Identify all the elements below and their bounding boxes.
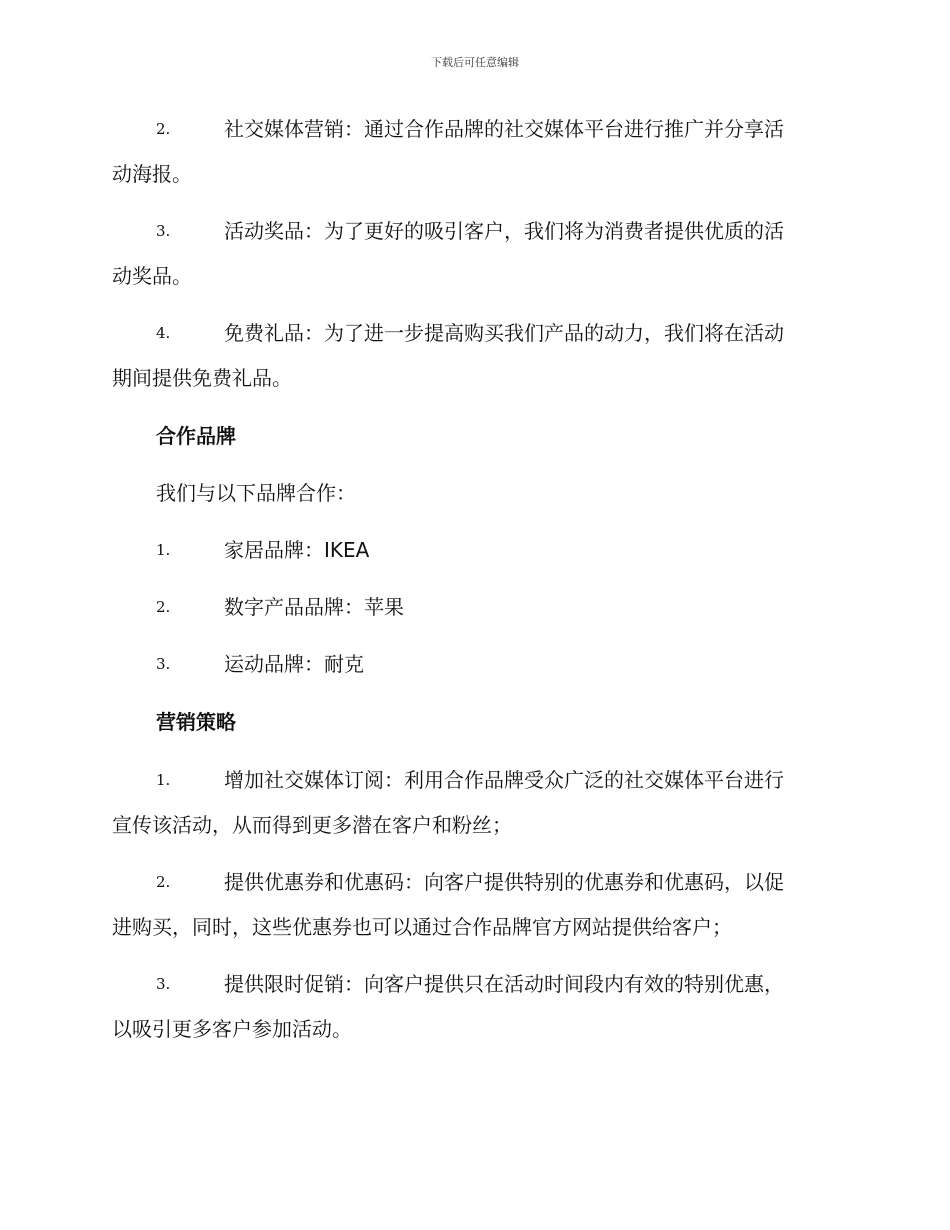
list-item bbox=[112, 209, 834, 299]
list-item bbox=[112, 107, 834, 197]
list-text-line1: 社交媒体营销：通过合作品牌的社交媒体平台进行推广并分享活 bbox=[224, 117, 784, 141]
list-text-line2: 以吸引更多客户参加活动。 bbox=[112, 1017, 352, 1041]
list-item bbox=[112, 311, 834, 401]
list-number: 1. bbox=[156, 771, 171, 789]
list-number: 2. bbox=[156, 873, 171, 891]
list-text-line2: 进购买，同时，这些优惠券也可以通过合作品牌官方网站提供给客户； bbox=[112, 915, 732, 939]
list-number: 3. bbox=[156, 975, 171, 993]
section-heading-partners: 合作品牌 bbox=[156, 424, 236, 448]
list-text: 家居品牌：IKEA bbox=[224, 538, 370, 562]
list-item bbox=[112, 642, 834, 687]
list-text-line1: 活动奖品：为了更好的吸引客户，我们将为消费者提供优质的活 bbox=[224, 219, 784, 243]
list-text-line2: 期间提供免费礼品。 bbox=[112, 366, 292, 390]
list-item bbox=[112, 528, 834, 573]
page-header: 下载后可任意编辑 bbox=[431, 56, 519, 69]
list-item bbox=[112, 758, 834, 848]
section-heading-strategy: 营销策略 bbox=[156, 710, 236, 734]
list-text-line2: 动奖品。 bbox=[112, 264, 192, 288]
list-item bbox=[112, 962, 834, 1052]
list-item bbox=[112, 860, 834, 950]
list-text-line2: 宣传该活动，从而得到更多潜在客户和粉丝； bbox=[112, 813, 512, 837]
list-number: 2. bbox=[156, 598, 171, 616]
list-text: 运动品牌：耐克 bbox=[224, 652, 364, 676]
list-number: 2. bbox=[156, 120, 171, 138]
partners-intro: 我们与以下品牌合作： bbox=[156, 481, 356, 505]
list-number: 3. bbox=[156, 222, 171, 240]
list-text-line1: 提供限时促销：向客户提供只在活动时间段内有效的特别优惠， bbox=[224, 972, 784, 996]
list-number: 1. bbox=[156, 541, 171, 559]
list-text-line1: 免费礼品：为了进一步提高购买我们产品的动力，我们将在活动 bbox=[224, 321, 784, 345]
list-item bbox=[112, 585, 834, 630]
list-text: 数字产品品牌：苹果 bbox=[224, 595, 404, 619]
list-text-line2: 动海报。 bbox=[112, 162, 192, 186]
list-text-line1: 提供优惠券和优惠码：向客户提供特别的优惠券和优惠码，以促 bbox=[224, 870, 784, 894]
list-number: 4. bbox=[156, 324, 171, 342]
list-number: 3. bbox=[156, 655, 171, 673]
list-text-line1: 增加社交媒体订阅：利用合作品牌受众广泛的社交媒体平台进行 bbox=[224, 768, 784, 792]
